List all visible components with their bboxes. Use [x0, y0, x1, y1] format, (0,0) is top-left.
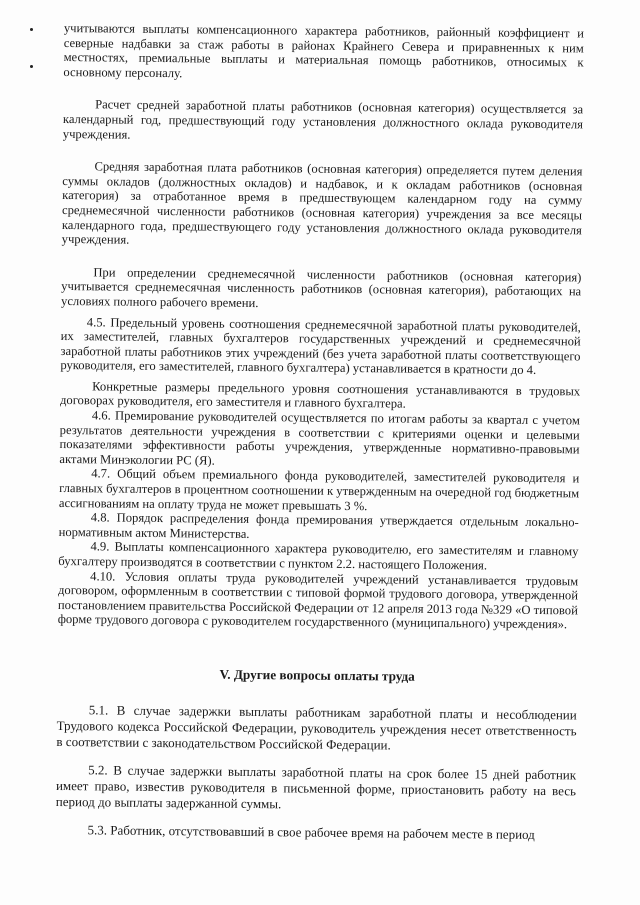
- document-body: [55, 21, 584, 843]
- paragraph-4-8: 4.8. Порядок распределения фонда премирования утверждается отдельным локально-нормативным актом Министерства.: [58, 510, 579, 541]
- paragraph-5-3: 5.3. Работник, отсутствовавший в свое рабочее время на рабочем месте в период: [87, 822, 535, 842]
- paragraph-5-1: 5.1. В случае задержки выплаты работникам заработной платы и несоблюдении Трудового кодекса Российской Федерации, руководитель учреждения несет ответственность в соответствии с законодательством Российской Федерации.: [56, 702, 577, 753]
- section-5: [55, 665, 577, 843]
- paragraph-4-5: 4.5. Предельный уровень соотношения среднемесячной заработной платы руководителей, их заместителей, главных бухгалтеров государственных учреждений и среднемесячной заработной платы работников этих учреждений (без учета заработной платы соответствующего руководителя, его заместителей, главного бухгалтера) устанавливается в кратности до 4.: [60, 314, 581, 378]
- paragraph-continued: учитываются выплаты компенсационного характера работников, районный коэффициент и северные надбавки за стаж работы в районах Крайнего Севера и приравненных к ним местностях, премиальные выплаты и материальная помощь работников, относимых к основному персоналу.: [63, 21, 584, 81]
- paragraph-salary-calc-period: Расчет средней заработной платы работников (основная категория) осуществляется за календарный год, предшествующий году установления должностного оклада руководителя учреждения.: [62, 97, 584, 142]
- paragraph-ratio-contracts: Конкретные размеры предельного уровня соотношения устанавливаются в трудовых договорах руководителя, его заместителя и главного бухгалтера.: [59, 379, 581, 412]
- margin-mark: [30, 65, 33, 68]
- paragraph-4-10: 4.10. Условия оплаты труда руководителей учреждений устанавливается трудовым договором, оформленным в соответствии с типовой формой трудового договора, утвержденной постановлением правительства Российской Федерации от 12 апреля 2013 года №329 «О типовой форме трудового договора с руководителем государственного (муниципального) учреждения».: [57, 568, 579, 632]
- paragraph-average-salary: Средняя заработная плата работников (основная категория) определяется путем деления суммы окладов (должностных окладов) и надбавок, и к окладам работников (основная категория) за отработанное время в предшествующем календарном году на сумму среднемесячной численности работников (основная категория) учреждения за все месяцы календарного года, предшествующего году установления должностного оклада руководителя учреждения.: [61, 159, 583, 247]
- margin-mark: [30, 28, 33, 31]
- paragraph-5-2: 5.2. В случае задержки выплаты заработной платы на срок более 15 дней работник имеет право, известив руководителя в письменной форме, приостановить работу на весь период до выплаты задержанной суммы.: [55, 762, 577, 812]
- paragraph-4-6: 4.6. Премирование руководителей осуществляется по итогам работы за квартал с учетом результатов деятельности учреждения в соответствии с критериями оценки и целевыми показателями эффективности работы учреждения, утвержденные нормативно-правовыми актами Минэкологии РС (Я).: [59, 408, 580, 468]
- paragraph-4-9: 4.9. Выплаты компенсационного характера руководителю, его заместителям и главному бухгалтеру производятся в соответствии с пунктом 2.2. настоящего Положения.: [58, 539, 579, 573]
- paragraph-headcount: При определении среднемесячной численности работников (основная категория) учитывается среднемесячная численность работников (основная категория), работающих на условиях полного рабочего времени.: [60, 265, 582, 310]
- section-heading: V. Другие вопросы оплаты труда: [219, 666, 415, 684]
- paragraph-4-7: 4.7. Общий объем премиального фонда руководителей, заместителей руководителя и главных бухгалтеров в процентном соотношении к утвержденным на очередной год бюджетным ассигнованиям на оплату труда не может превышать 3 %.: [58, 466, 580, 513]
